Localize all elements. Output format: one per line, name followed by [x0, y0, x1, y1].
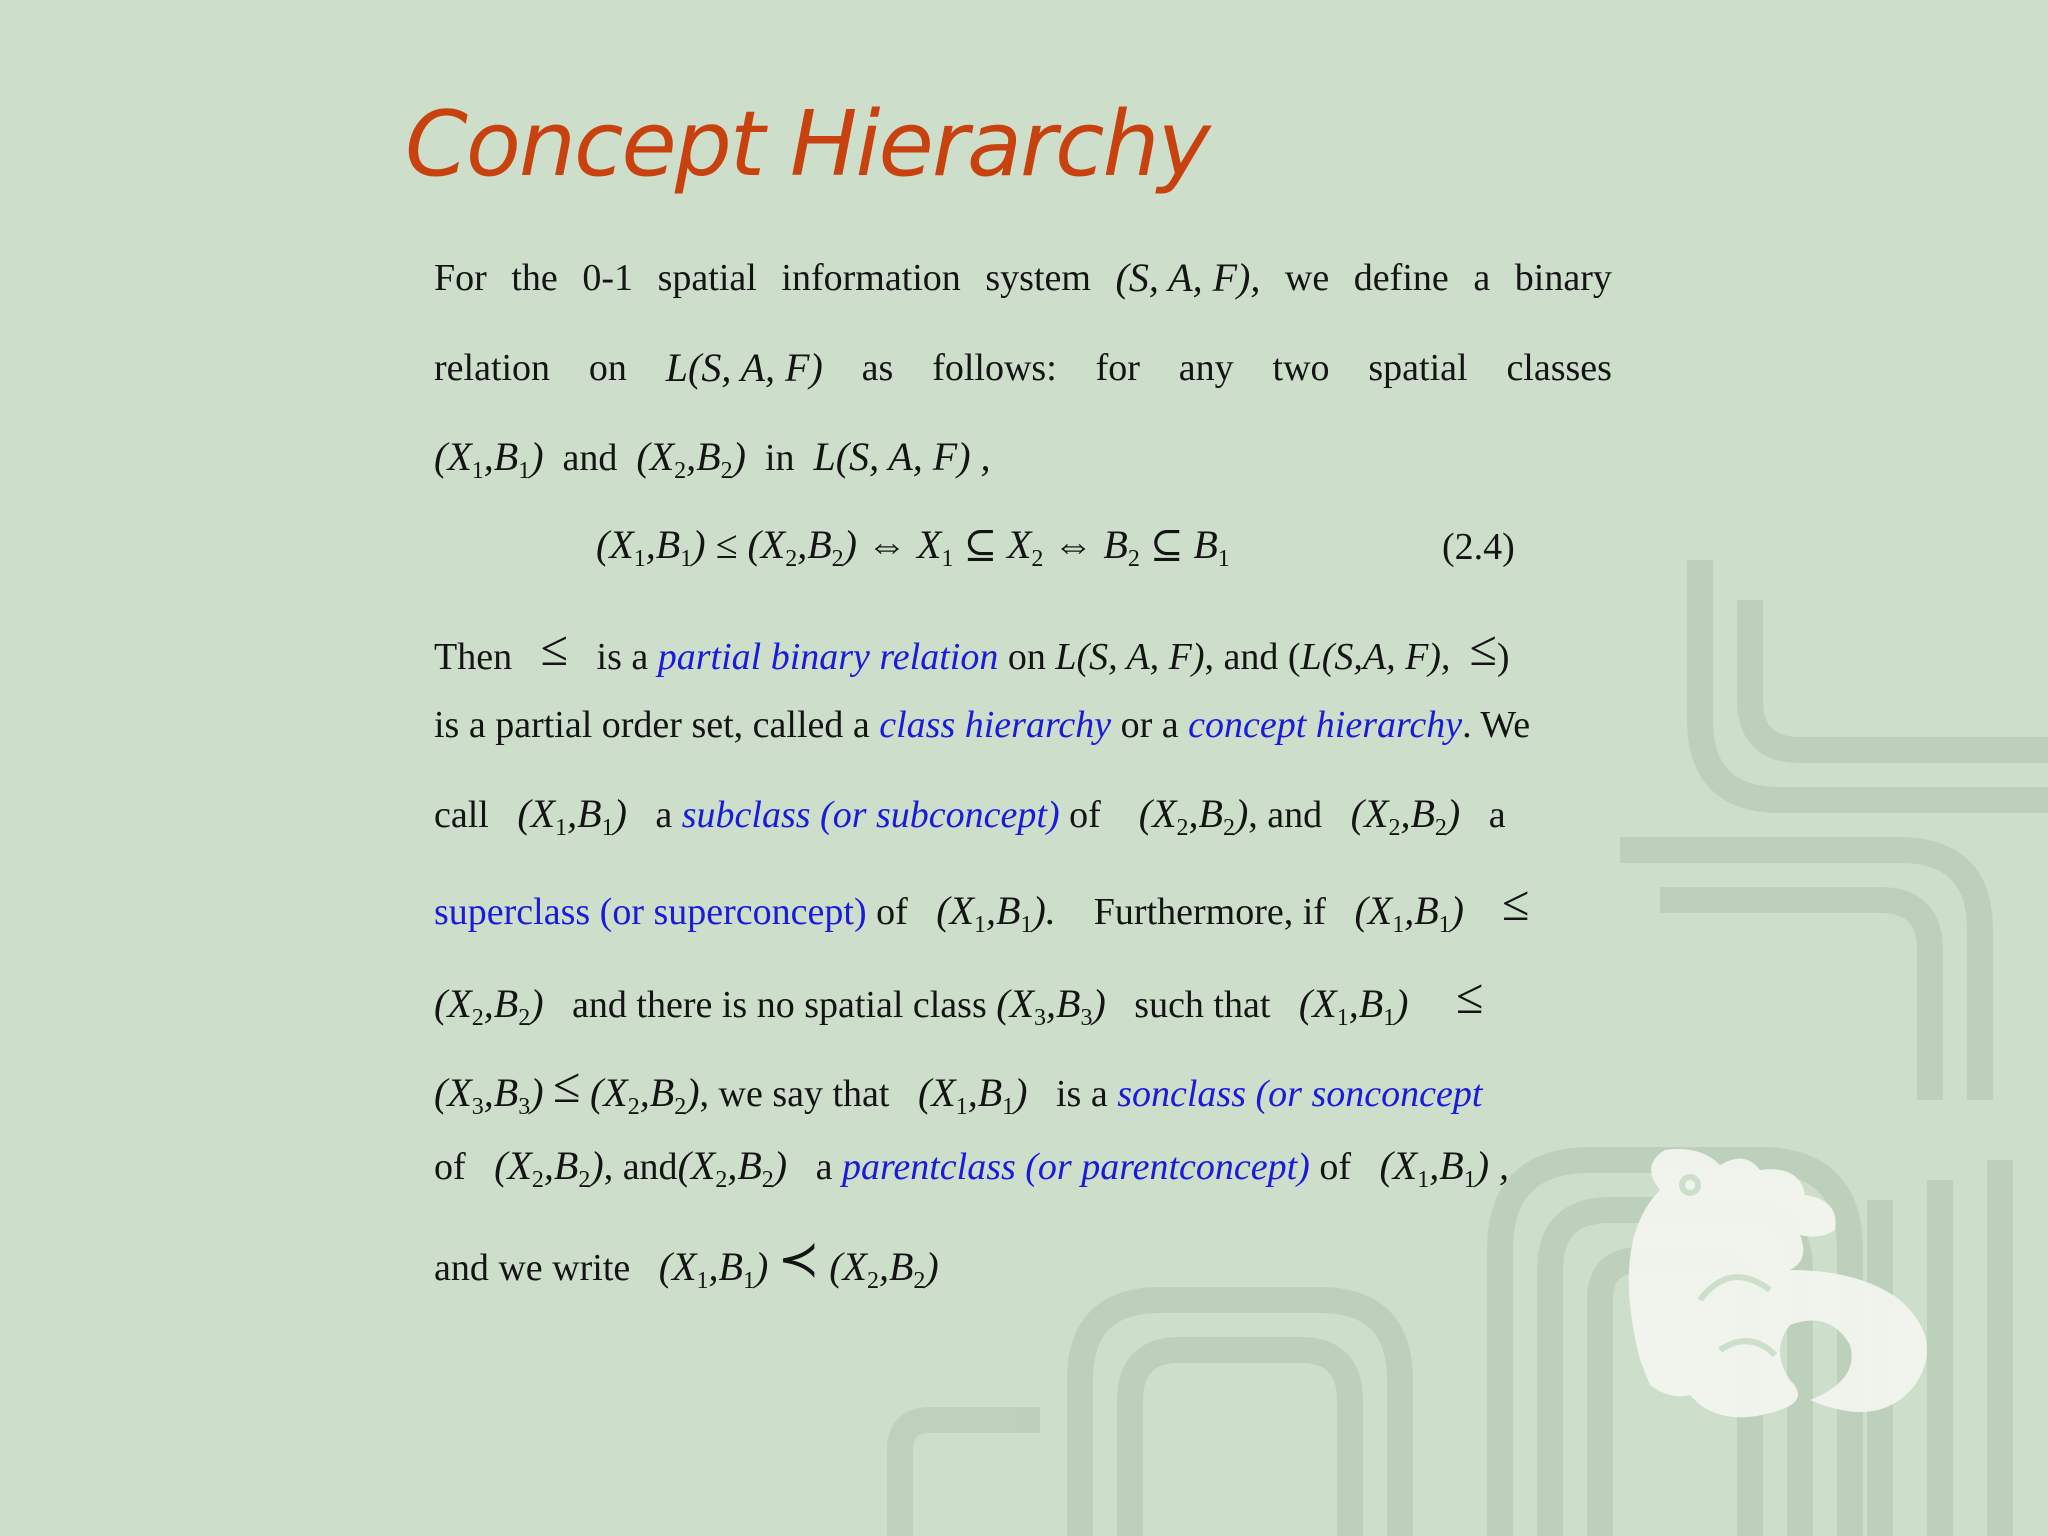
para2-line1: Then ≤ is a partial binary relation on L(S, A, F), and (L(S,A, F), ≤): [434, 620, 1510, 678]
math-x1b1: $(X_1,B_1)$: [517, 791, 627, 841]
para2-line3: call $(X_1,B_1)$ a subclass (or subconcept) of $(X_2,B_2)$, and $(X_2,B_2)$ a: [434, 791, 1506, 841]
word: we: [1284, 257, 1330, 299]
word: system: [985, 257, 1091, 299]
para1-line1: [434, 248, 1612, 308]
math-saf: (S, A, F),: [1115, 255, 1261, 300]
math-x1b1: $(X_1,B_1)$: [1298, 981, 1409, 1031]
word: spatial: [657, 257, 757, 299]
math-x1b1: $(X_1,B_1)$: [917, 1070, 1028, 1120]
para1-line3: [434, 427, 1612, 487]
word: and: [562, 437, 618, 479]
term-class-hierarchy: class hierarchy: [879, 704, 1112, 746]
para2-line2: is a partial order set, called a class hierarchy or a concept hierarchy. We: [434, 704, 1531, 746]
prec-symbol: ≺: [777, 1231, 820, 1287]
word: 0-1: [582, 257, 634, 299]
math-lsaf: L(S, A, F) ,: [813, 434, 991, 479]
term-sonclass: sonclass (or sonconcept: [1117, 1073, 1483, 1115]
word: on: [588, 347, 627, 389]
math-x1b1: $(X_1,B_1)$: [1354, 888, 1464, 938]
equation-2-4: $(X_1,B_1) \le (X_2,B_2)$ ⇔ $X_1$ ⊆ $X_2$ ⇔ $B_2$ ⊆ $B_1$: [596, 522, 1230, 572]
math-x2b2: $(X_2,B_2)$: [1350, 791, 1461, 841]
para2-line4: superclass (or superconcept) of $(X_1,B_1)$. Furthermore, if $(X_1,B_1)$ ≤: [434, 875, 1530, 938]
math-x1b1: $(X_1,B_1)$: [434, 434, 544, 484]
math-lsaf: L(S, A, F): [665, 345, 823, 390]
para2-line6: $(X_3,B_3) \le (X_2,B_2)$, we say that $(X_1,B_1)$ is a sonclass (or sonconcept: [434, 1057, 1483, 1120]
word: two: [1272, 347, 1330, 389]
math-x1b1: $(X_1,B_1)$.: [936, 888, 1056, 938]
le-symbol: ≤: [540, 620, 569, 676]
word: the: [511, 257, 558, 299]
word: relation: [434, 347, 551, 389]
word: classes: [1506, 347, 1612, 389]
term-superclass: superclass (or superconcept): [434, 891, 867, 933]
le-symbol: ≤: [553, 1057, 581, 1113]
math-x1b1: $(X_1,B_1)$ ,: [1379, 1143, 1510, 1193]
word: a: [1473, 257, 1491, 299]
math-x2b2: $(X_2,B_2)$: [494, 1143, 604, 1193]
word: information: [781, 257, 961, 299]
math-x3b3: $(X_3,B_3)$: [434, 1070, 544, 1120]
math-x2b2: $(X_2,B_2)$: [829, 1244, 939, 1294]
math-x2b2: $(X_2,B_2)$: [434, 981, 544, 1031]
word: in: [764, 437, 795, 479]
para2-line5: $(X_2,B_2)$ and there is no spatial class $(X_3,B_3)$ such that $(X_1,B_1)$ ≤: [434, 968, 1484, 1031]
word: for: [1095, 347, 1140, 389]
word: binary: [1514, 257, 1612, 299]
word: define: [1353, 257, 1449, 299]
le-symbol: ≤: [1501, 875, 1530, 931]
word: spatial: [1368, 347, 1468, 389]
math-x2b2: $(X_2,B_2)$: [589, 1070, 700, 1120]
term-concept-hierarchy: concept hierarchy: [1188, 704, 1463, 746]
term-subclass: subclass (or subconcept): [681, 794, 1060, 836]
math-x3b3: $(X_3,B_3)$: [996, 981, 1106, 1031]
para2-line7: of $(X_2,B_2)$, $and(X_2,B_2)$ a parentclass (or parentconcept) of $(X_1,B_1)$ ,: [434, 1143, 1510, 1193]
para2-line8: and we write $(X_1,B_1)$ ≺ $(X_2,B_2)$: [434, 1231, 939, 1294]
word: follows:: [932, 347, 1057, 389]
math-x2b2: $(X_2,B_2)$: [677, 1143, 788, 1193]
word: For: [434, 257, 487, 299]
equation-number: (2.4): [1442, 526, 1515, 568]
math-x1b1: $(X_1,B_1)$: [658, 1244, 769, 1294]
le-symbol: ≤: [1469, 620, 1497, 676]
math-x2b2: $(X_2,B_2)$: [636, 434, 746, 484]
slide-title: Concept Hierarchy: [405, 92, 1209, 197]
word: as: [861, 347, 894, 389]
math-x2b2: $(X_2,B_2)$: [1138, 791, 1249, 841]
word: any: [1178, 347, 1234, 389]
le-symbol: ≤: [1455, 968, 1484, 1024]
term-partial-binary-relation: partial binary relation: [657, 636, 999, 678]
term-parentclass: parentclass (or parentconcept): [841, 1146, 1310, 1188]
para1-line2: [434, 338, 1612, 398]
